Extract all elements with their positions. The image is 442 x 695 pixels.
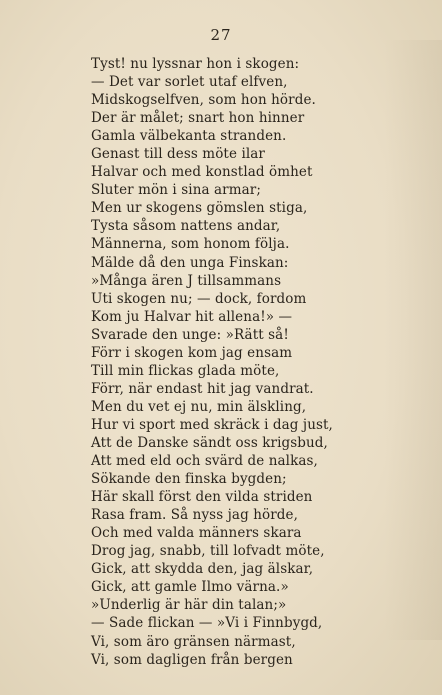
poem-line: Gamla välbekanta stranden. bbox=[91, 128, 287, 145]
page-number: 27 bbox=[210, 26, 232, 44]
poem-line: — Sade flickan — »Vi i Finnbygd, bbox=[91, 615, 323, 632]
poem-line: Der är målet; snart hon hinner bbox=[91, 110, 305, 127]
poem-line: Att med eld och svärd de nalkas, bbox=[91, 453, 318, 470]
poem-line: — Det var sorlet utaf elfven, bbox=[91, 74, 288, 91]
poem-line: Förr, när endast hit jag vandrat. bbox=[91, 380, 314, 397]
poem-line: Drog jag, snabb, till lofvadt möte, bbox=[91, 543, 325, 560]
poem-line: Gick, att skydda den, jag älskar, bbox=[91, 561, 314, 578]
poem-line: Männerna, som honom följa. bbox=[91, 236, 290, 253]
poem-line: Tyst! nu lyssnar hon i skogen: bbox=[91, 56, 300, 72]
poem-line: Till min flickas glada möte, bbox=[91, 362, 280, 379]
poem-line: »Underlig är här din talan;» bbox=[91, 597, 287, 614]
poem-line: Genast till dess möte ilar bbox=[91, 146, 265, 163]
poem-line: »Många ären J tillsammans bbox=[91, 272, 282, 289]
poem-line: Hur vi sport med skräck i dag just, bbox=[91, 416, 333, 433]
poem-line: Svarade den unge: »Rätt så! bbox=[91, 326, 289, 343]
poem-line: Sökande den finska bygden; bbox=[91, 471, 287, 488]
poem-line: Vi, som äro gränsen närmast, bbox=[91, 633, 296, 650]
show-through bbox=[384, 40, 442, 640]
poem-line: Gick, att gamle Ilmo värna.» bbox=[91, 579, 289, 596]
poem-line: Uti skogen nu; — dock, fordom bbox=[91, 290, 307, 307]
poem-line: Vi, som dagligen från bergen bbox=[91, 651, 293, 668]
poem-line: Rasa fram. Så nyss jag hörde, bbox=[91, 507, 298, 524]
poem-line: Mälde då den unga Finskan: bbox=[91, 254, 289, 271]
poem-line: Kom ju Halvar hit allena!» — bbox=[91, 308, 293, 325]
poem-line: Midskogselfven, som hon hörde. bbox=[91, 92, 316, 109]
poem-line: Men du vet ej nu, min älskling, bbox=[91, 398, 307, 415]
poem-line: Tysta såsom nattens andar, bbox=[91, 218, 281, 235]
poem-line: Och med valda männers skara bbox=[91, 525, 302, 542]
poem-line: Förr i skogen kom jag ensam bbox=[91, 344, 293, 361]
poem-line: Halvar och med konstlad ömhet bbox=[91, 164, 313, 181]
poem-line: Sluter mön i sina armar; bbox=[91, 182, 261, 199]
poem-line: Att de Danske sändt oss krigsbud, bbox=[91, 434, 328, 451]
poem-line: Men ur skogens gömslen stiga, bbox=[91, 200, 308, 217]
poem-line: Här skall först den vilda striden bbox=[91, 489, 313, 506]
poem-text bbox=[91, 55, 391, 669]
